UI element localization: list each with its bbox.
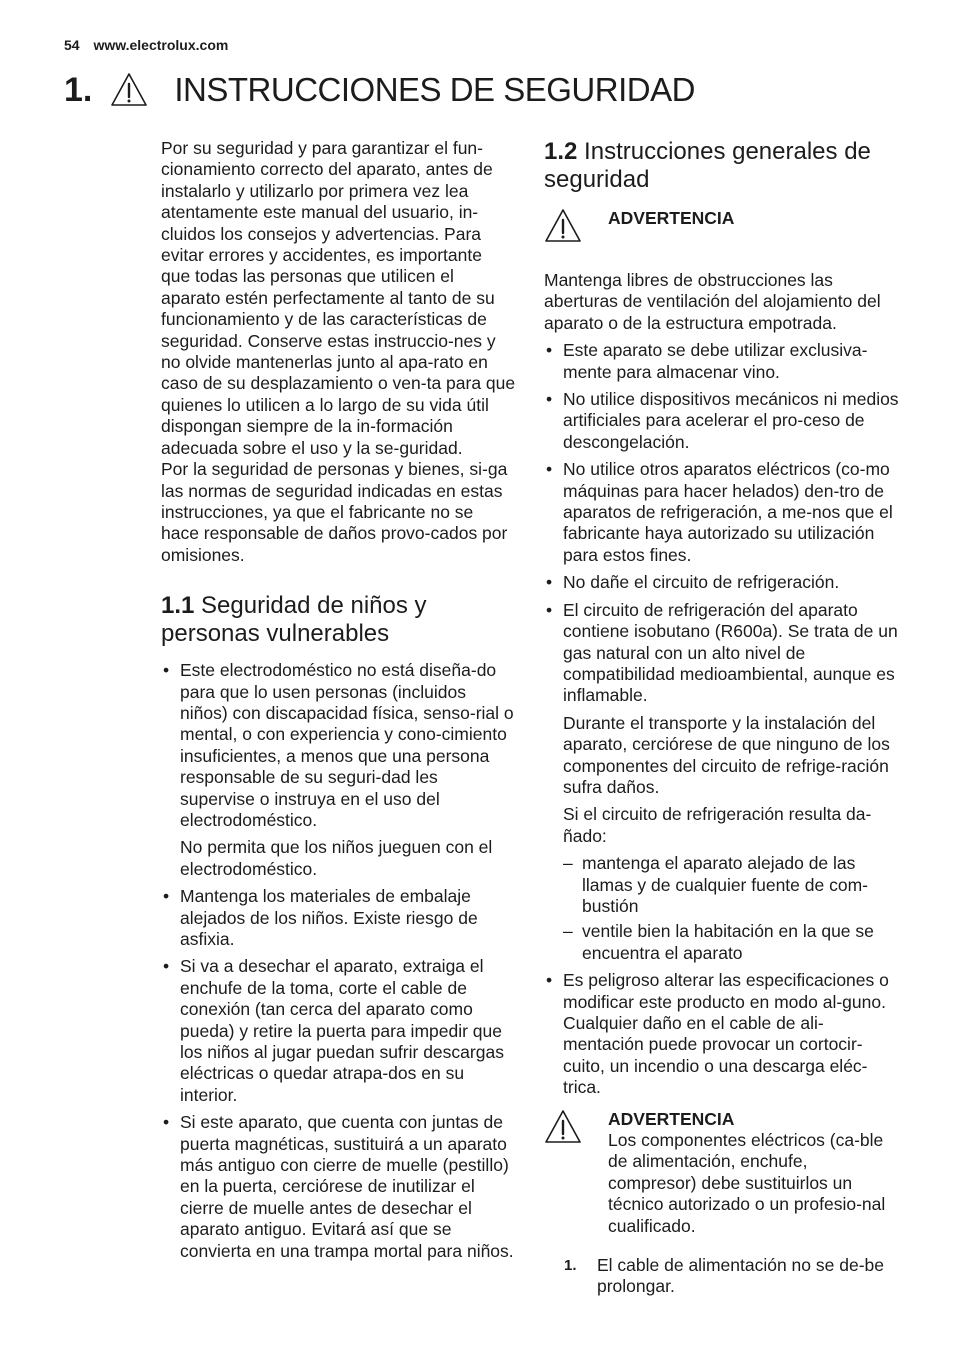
- list-item: • Es peligroso alterar las especificaciones o modificar este producto en modo al-guno. Cualquier daño en el cable de ali-mentación puede provocar un cortocir-cuito, un incendio o una descarga eléc-trica.: [544, 970, 900, 1098]
- warning-label: ADVERTENCIA: [608, 1108, 735, 1129]
- section-title: Instrucciones generales de seguridad: [544, 138, 871, 193]
- item-text: El cable de alimentación no se de-be prolongar.: [597, 1255, 884, 1297]
- general-safety-list: [544, 340, 900, 1098]
- section-title: Seguridad de niños y personas vulnerables: [161, 592, 427, 648]
- dash-item: – mantenga el aparato alejado de las llamas y de cualquier fuente de com-bustión: [563, 853, 900, 917]
- item-number: 1.: [564, 1257, 577, 1275]
- list-item: • Este electrodoméstico no está diseña-do para que lo usen personas (incluidos niños) con discapacidad física, senso-rial o mental, o con experiencia y cono-cimiento insuficientes, a menos que una persona responsable de su seguri-dad les supervise o instruya en el uso del electrodoméstico. No permita que los niños jueguen con el electrodoméstico.: [161, 660, 516, 880]
- dash-list: [563, 853, 900, 964]
- list-item-note: Durante el transporte y la instalación del aparato, cerciórese de que ninguno de los componentes del circuito de refrige-ración sufra daños.: [563, 712, 890, 797]
- list-item-note: No permita que los niños jueguen con el electrodoméstico.: [180, 837, 493, 879]
- warning-box: [544, 1109, 900, 1237]
- numbered-list: [544, 1255, 900, 1298]
- list-item: • No dañe el circuito de refrigeración.: [544, 572, 900, 593]
- page-number: 54: [64, 37, 80, 53]
- warning-box: [544, 208, 900, 244]
- section-heading-1-1: [161, 592, 516, 648]
- child-safety-list: [161, 660, 516, 1262]
- chapter-title: INSTRUCCIONES DE SEGURIDAD: [174, 71, 695, 108]
- list-item: • Este aparato se debe utilizar exclusiva-mente para almacenar vino.: [544, 340, 900, 383]
- list-item: • No utilice otros aparatos eléctricos (co-mo máquinas para hacer helados) den-tro de aparatos de refrigeración, a me-nos que el fabricante haya autorizado su utilización para estos fines.: [544, 459, 900, 566]
- list-item: • No utilice dispositivos mecánicos ni medios artificiales para acelerar el pro-ceso de descongelación.: [544, 389, 900, 453]
- section-number: 1.1: [161, 592, 195, 620]
- page-header: [64, 37, 228, 53]
- list-item: • Mantenga los materiales de embalaje alejados de los niños. Existe riesgo de asfixia.: [161, 886, 516, 950]
- intro-paragraph: Por su seguridad y para garantizar el fun-cionamiento correcto del aparato, antes de instalarlo y utilizarlo por primera vez lea atentamente este manual del usuario, in-cluidos los consejos y advertencias. Para evitar errores y accidentes, es importante que todas las personas que utilicen el aparato estén perfectamente al tanto de su funcionamiento y de las características de seguridad. Conserve estas instruccio-nes y no olvide mantenerlas junto al apa-rato en caso de su desplazamiento o ven-ta para que quienes lo utilicen a lo largo de su vida útil dispongan siempre de la in-formación adecuada sobre el uso y la se-guridad.: [161, 138, 516, 458]
- warning-label: ADVERTENCIA: [608, 208, 735, 228]
- warning-intro-text: Mantenga libres de obstrucciones las aberturas de ventilación del alojamiento del aparato o de la estructura empotrada.: [544, 270, 881, 333]
- intro-paragraph: Por la seguridad de personas y bienes, si-ga las normas de seguridad indicadas en estas instrucciones, ya que el fabricante no se hace responsable de daños provo-cados por omisiones.: [161, 459, 508, 565]
- warning-triangle-icon: [544, 1109, 582, 1145]
- list-item: • Si va a desechar el aparato, extraiga el enchufe de la toma, corte el cable de conexión (tan cerca del aparato como pueda) y retire la puerta para impedir que los niños al jugar puedan sufrir descargas eléctricas o quedar atrapa-dos en su interior.: [161, 956, 516, 1106]
- list-item: • Si este aparato, que cuenta con juntas de puerta magnéticas, sustituirá a un aparato más antiguo con cierre de muelle (pestillo) en la puerta, cerciórese de inutilizar el cierre de muelle antes de desechar el aparato antiguo. Evitará así que se convierta en una trampa mortal para niños.: [161, 1112, 516, 1262]
- warning-content: [608, 1109, 900, 1237]
- numbered-item: [544, 1255, 900, 1298]
- warning-triangle-icon: [544, 208, 582, 244]
- section-number: 1.2: [544, 138, 578, 165]
- list-item: • El circuito de refrigeración del aparato contiene isobutano (R600a). Se trata de un gas natural con un alto nivel de compatibilidad medioambiental, aunque es inflamable. Durante el transporte y la instalación del aparato, cerciórese de que ninguno de los componentes del circuito de refrige-ración sufra daños. Si el circuito de refrigeración resulta da-ñado: – mantenga el aparato alejado de las llamas y de cualquier fuente de com-bustión – ventile bien la habitación en la que se encuentra el aparato: [544, 600, 900, 965]
- chapter-number: 1.: [64, 70, 93, 109]
- left-column: [161, 138, 516, 1268]
- section-heading-1-2: [544, 138, 900, 194]
- dash-item: – ventile bien la habitación en la que se encuentra el aparato: [563, 921, 900, 964]
- warning-text: Los componentes eléctricos (ca-ble de alimentación, enchufe, compresor) debe sustituirlos un técnico autorizado o un profesio-nal cualificado.: [608, 1130, 886, 1236]
- list-item-note: Si el circuito de refrigeración resulta da-ñado:: [563, 804, 872, 846]
- warning-triangle-icon: [110, 72, 148, 108]
- page-title: [64, 64, 695, 116]
- right-column: [544, 138, 900, 1298]
- site-url: www.electrolux.com: [93, 37, 229, 53]
